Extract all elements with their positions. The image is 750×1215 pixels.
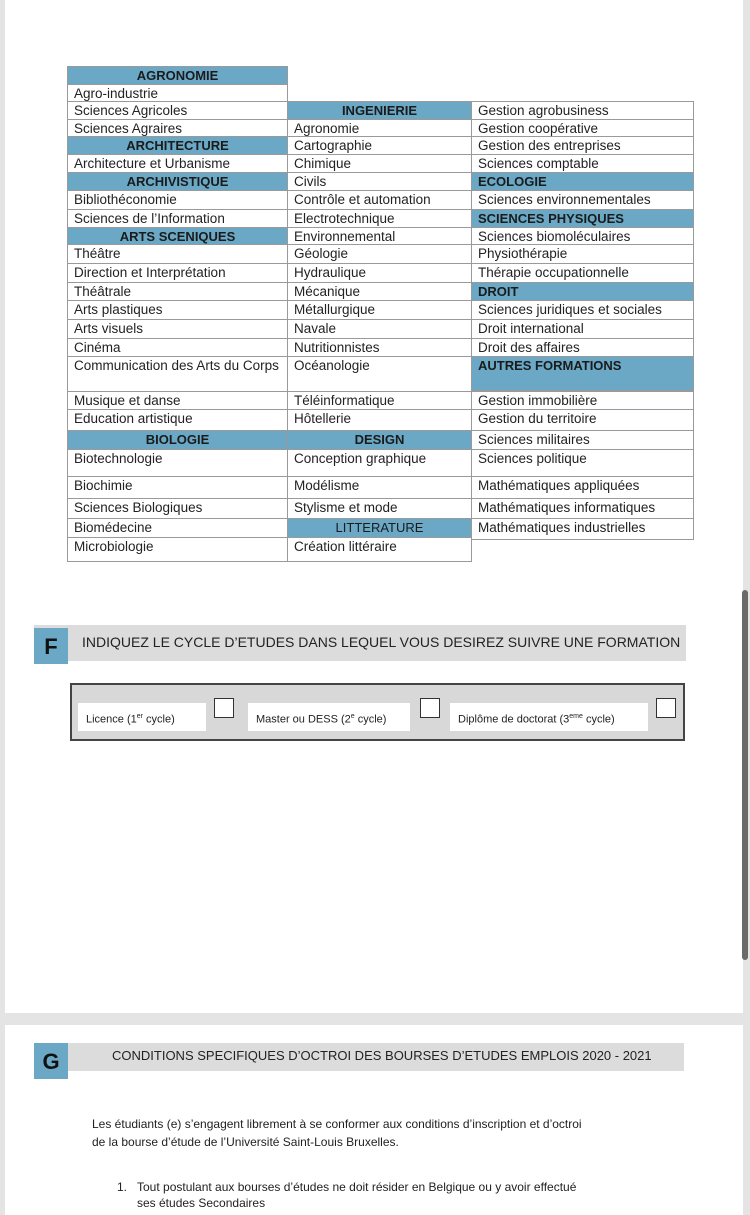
table-section-header: DROIT	[471, 282, 694, 301]
table-cell: Musique et danse	[67, 391, 288, 410]
intro-line-2: de la bourse d’étude de l’Université Saint-Louis Bruxelles.	[92, 1135, 399, 1149]
table-cell: Sciences Agraires	[67, 119, 288, 137]
table-cell: Mécanique	[287, 282, 472, 301]
table-cell: Sciences Agricoles	[67, 101, 288, 120]
table-cell: Nutritionnistes	[287, 338, 472, 357]
table-cell: Théâtrale	[67, 282, 288, 301]
table-section-header: DESIGN	[287, 430, 472, 450]
table-cell: Arts plastiques	[67, 300, 288, 320]
table-cell: Sciences biomoléculaires	[471, 227, 694, 245]
scrollbar-thumb[interactable]	[742, 590, 748, 960]
doctorat-checkbox[interactable]	[656, 698, 676, 718]
section-g-title: CONDITIONS SPECIFIQUES D’OCTROI DES BOURSES D’ETUDES EMPLOIS 2020 - 2021	[112, 1048, 652, 1063]
condition-1-line-2: ses études Secondaires	[137, 1196, 266, 1210]
table-cell: Océanologie	[287, 356, 472, 392]
table-section-header: LITTERATURE	[287, 518, 472, 538]
table-cell: Gestion coopérative	[471, 119, 694, 137]
table-cell: Biochimie	[67, 476, 288, 499]
table-section-header: ARCHITECTURE	[67, 136, 288, 155]
table-cell: Gestion des entreprises	[471, 136, 694, 155]
table-cell: Hôtellerie	[287, 409, 472, 431]
master-checkbox[interactable]	[420, 698, 440, 718]
table-cell: Création littéraire	[287, 537, 472, 562]
table-cell: Cinéma	[67, 338, 288, 357]
table-cell: Arts visuels	[67, 319, 288, 339]
table-section-header: BIOLOGIE	[67, 430, 288, 450]
table-cell: Sciences militaires	[471, 430, 694, 450]
table-cell: Civils	[287, 172, 472, 191]
table-cell: Mathématiques appliquées	[471, 476, 694, 499]
table-cell: Navale	[287, 319, 472, 339]
scrollbar[interactable]	[742, 590, 748, 960]
table-cell: Direction et Interprétation	[67, 263, 288, 283]
table-cell: Microbiologie	[67, 537, 288, 562]
table-cell: Cartographie	[287, 136, 472, 155]
table-cell: Modélisme	[287, 476, 472, 499]
table-cell: Stylisme et mode	[287, 498, 472, 519]
table-cell: Mathématiques industrielles	[471, 518, 694, 540]
doctorat-option-label: Diplôme de doctorat (3eme cycle)	[450, 703, 648, 731]
table-cell: Théâtre	[67, 244, 288, 264]
table-cell: Biotechnologie	[67, 449, 288, 477]
table-cell: Sciences environnementales	[471, 190, 694, 210]
table-cell: Métallurgique	[287, 300, 472, 320]
table-cell: Géologie	[287, 244, 472, 264]
table-section-header: INGENIERIE	[287, 101, 472, 120]
table-cell: Education artistique	[67, 409, 288, 431]
cycle-selection-box	[70, 683, 685, 741]
table-section-header: ARCHIVISTIQUE	[67, 172, 288, 191]
table-cell: Electrotechnique	[287, 209, 472, 228]
intro-line-1: Les étudiants (e) s’engagent librement à se conformer aux conditions d’inscription et d’octroi	[92, 1117, 582, 1131]
master-option-label: Master ou DESS (2e cycle)	[248, 703, 410, 731]
licence-option-label: Licence (1er cycle)	[78, 703, 206, 731]
table-cell: Physiothérapie	[471, 244, 694, 264]
table-cell: Sciences juridiques et sociales	[471, 300, 694, 320]
table-cell: Téléinformatique	[287, 391, 472, 410]
table-section-header: SCIENCES PHYSIQUES	[471, 209, 694, 228]
section-f-letter: F	[34, 628, 68, 664]
table-cell: Environnemental	[287, 227, 472, 245]
table-cell: Sciences Biologiques	[67, 498, 288, 519]
section-g-letter: G	[34, 1043, 68, 1079]
table-cell: Gestion immobilière	[471, 391, 694, 410]
table-cell: Chimique	[287, 154, 472, 173]
table-cell: Sciences de l’Information	[67, 209, 288, 228]
table-cell: Agro-industrie	[67, 84, 288, 102]
table-cell: Sciences comptable	[471, 154, 694, 173]
table-cell: Contrôle et automation	[287, 190, 472, 210]
table-cell: Thérapie occupationnelle	[471, 263, 694, 283]
table-section-header: ARTS SCENIQUES	[67, 227, 288, 245]
table-section-header: AGRONOMIE	[67, 66, 288, 85]
table-section-header: AUTRES FORMATIONS	[471, 356, 694, 391]
condition-number: 1.	[117, 1180, 128, 1194]
condition-1-line-1: Tout postulant aux bourses d’études ne doit résider en Belgique ou y avoir effectué	[137, 1180, 577, 1194]
table-cell: Communication des Arts du Corps	[67, 356, 288, 392]
table-cell: Bibliothéconomie	[67, 190, 288, 210]
table-cell: Droit international	[471, 319, 694, 339]
table-cell: Agronomie	[287, 119, 472, 137]
table-cell: Biomédecine	[67, 518, 288, 538]
table-section-header: ECOLOGIE	[471, 172, 694, 191]
section-f-title: INDIQUEZ LE CYCLE D’ETUDES DANS LEQUEL VOUS DESIREZ SUIVRE UNE FORMATION	[82, 634, 681, 650]
table-cell: Mathématiques informatiques	[471, 498, 694, 519]
licence-checkbox[interactable]	[214, 698, 234, 718]
table-cell: Droit des affaires	[471, 338, 694, 357]
table-cell: Sciences politique	[471, 449, 694, 477]
table-cell: Conception graphique	[287, 449, 472, 477]
table-cell: Gestion du territoire	[471, 409, 694, 431]
table-cell: Hydraulique	[287, 263, 472, 283]
table-cell: Architecture et Urbanisme	[67, 154, 288, 173]
table-cell: Gestion agrobusiness	[471, 101, 694, 120]
